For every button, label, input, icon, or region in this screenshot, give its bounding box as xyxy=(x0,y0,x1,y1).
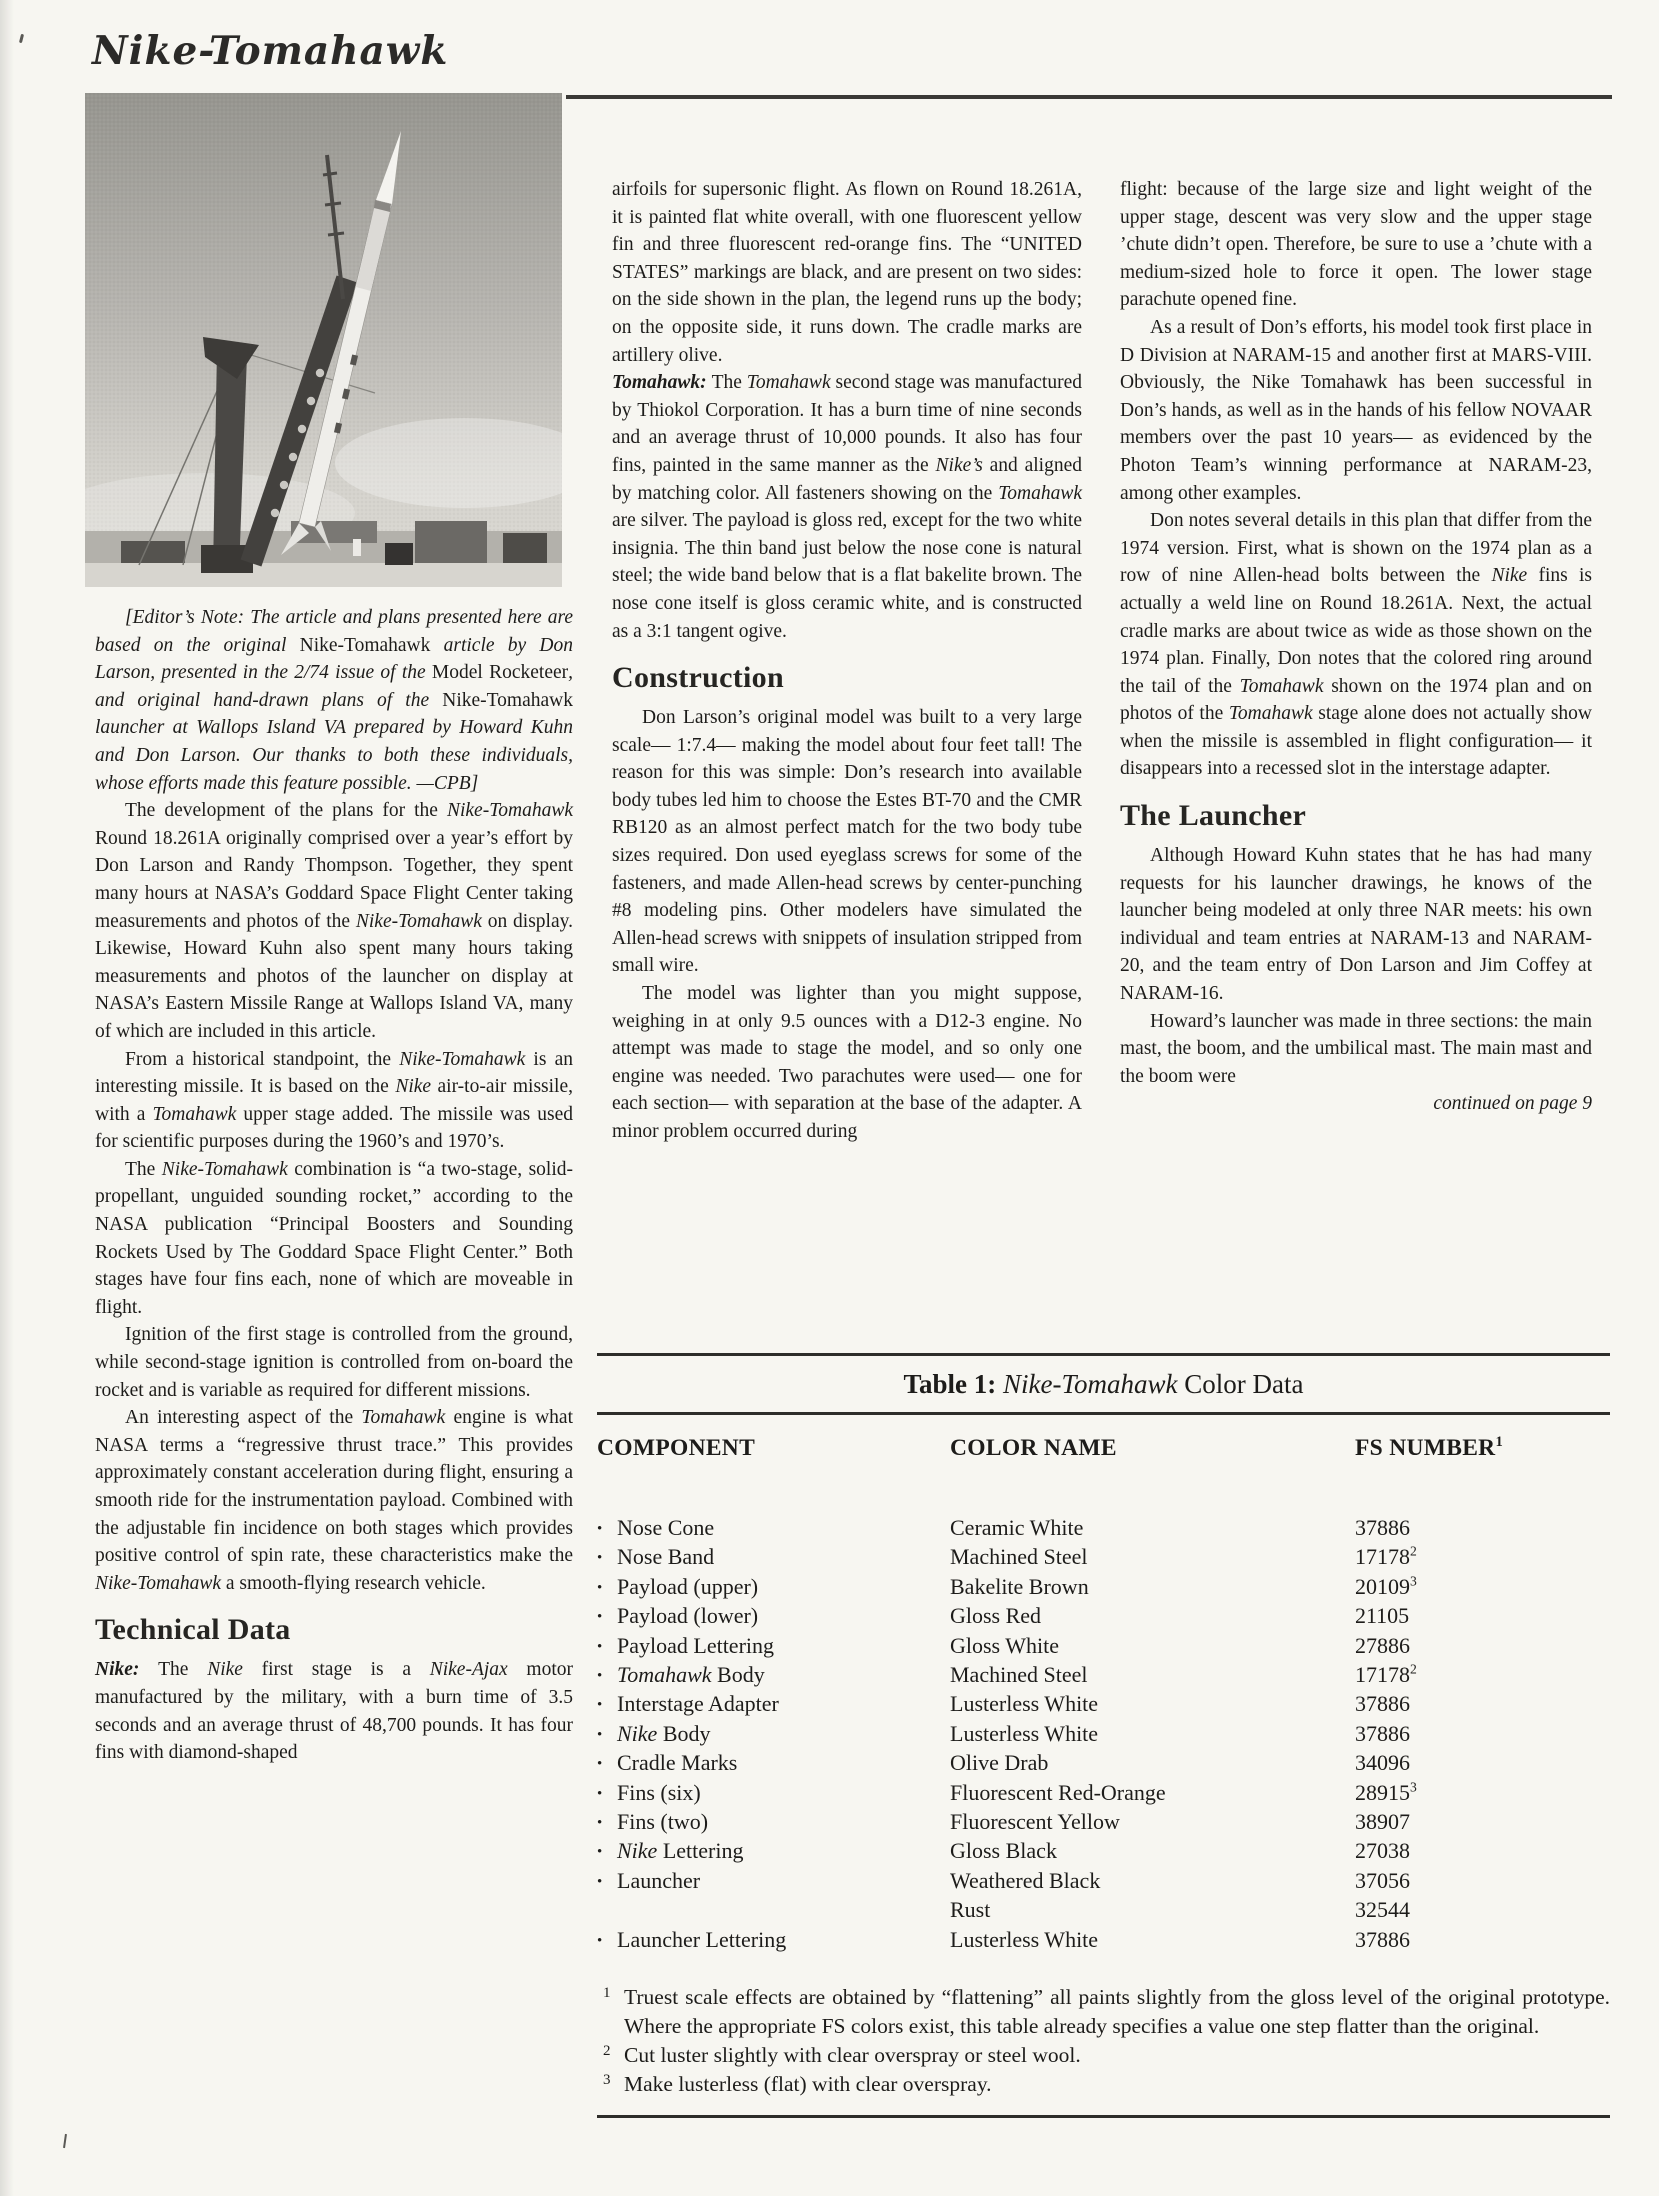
cell-color-name: Machined Steel xyxy=(950,1662,1088,1688)
text-run: Tomahawk: xyxy=(612,372,712,394)
cell-fs-number: 17178$^2$ xyxy=(1355,1661,1417,1688)
text-run: on display. Likewise, Howard Kuhn also spent many hours taking measurements and photos of the launcher on display at NASA’s Eastern Missile Range at Wallops Island VA, many of which are included in this article. xyxy=(95,910,573,1042)
table-row xyxy=(597,1808,1610,1837)
text-run: Nike: xyxy=(95,1659,159,1681)
paragraph xyxy=(612,369,1082,645)
text-run: Tomahawk xyxy=(152,1103,237,1125)
footnote-ref: 1 xyxy=(1495,1434,1504,1451)
text-run: Nike-Tomahawk xyxy=(355,910,482,932)
cell-color-name: Fluorescent Red-Orange xyxy=(950,1779,1166,1805)
cell-fs-number: 37886 xyxy=(1355,1926,1410,1952)
text-run: Don Larson’s original model was built to a very large scale— 1:7.4— making the model about four feet tall! The reason for this was simple: Don’s research into available body tubes led him to choose the Estes BT-70 and the CMR RB120 as an almost perfect match for the two body tube sizes required. Don used eyeglass screws for some of the fasteners, and made Allen-head screws by center-punching #8 modeling pins. Other modelers have simulated the Allen-head screws with snippets of insulation stripped from small wire. xyxy=(612,707,1082,977)
text-run: fins is actually a weld line on Round 18.261A. Next, the actual cradle marks are about twice as wide as those shown on the 1974 plan. Finally, Don notes that the colored ring around the tail of the xyxy=(1120,565,1593,697)
cell-fs-number: 27886 xyxy=(1355,1632,1410,1658)
paragraph xyxy=(95,1404,573,1597)
text-run: Tomahawk xyxy=(998,482,1082,504)
cell-component xyxy=(597,1632,950,1661)
cell-color-name: Lusterless White xyxy=(950,1926,1099,1952)
text-run: Nike-Tomahawk xyxy=(95,1572,222,1594)
text-run: Nike-Tomahawk xyxy=(299,634,431,656)
section-heading: The Launcher xyxy=(1120,799,1307,833)
text-run: Body xyxy=(657,1720,711,1746)
cell-fs-number: 37886 xyxy=(1355,1720,1410,1746)
paragraph xyxy=(612,980,1082,1146)
bullet-icon: • xyxy=(597,1756,603,1773)
text-run: stage alone does not actually show when the missile is assembled in flight configuration— it disappears into a recessed slot in the interstage adapter. xyxy=(1120,703,1592,780)
cell-component xyxy=(597,1808,950,1837)
text-run: Table 1: xyxy=(903,1369,1004,1399)
table-header-color: COLOR NAME xyxy=(950,1435,1117,1461)
text-run: Round 18.261A originally comprised over a year’s effort by Don Larson and Randy Thompson. Together, they spent many hours at NASA’s Goddard Space Flight Center taking measurements and photos of the xyxy=(95,827,573,932)
table-footnote xyxy=(597,2070,1610,2099)
text-run: Ignition of the first stage is controlled from the ground, while second-stage ignition is controlled from on-board the rocket and is variable as required for different missions. xyxy=(95,1324,573,1401)
cell-fs-number: 20109$^3$ xyxy=(1355,1573,1417,1599)
cell-fs-number: 21105 xyxy=(1355,1603,1410,1629)
table-header-fs: FS NUMBER$^1$ xyxy=(1355,1434,1504,1461)
header-rule xyxy=(566,95,1612,99)
paragraph xyxy=(612,704,1082,980)
cell-fs-number: 34096 xyxy=(1355,1750,1410,1776)
text-run: Payload (lower) xyxy=(617,1603,759,1629)
text-run: Tomahawk xyxy=(1228,703,1313,725)
cell-fs-number: 32544 xyxy=(1355,1897,1410,1923)
footnote-number: 2 xyxy=(603,2043,611,2060)
table-row xyxy=(597,1896,1610,1925)
paragraph xyxy=(1120,314,1592,507)
text-run: Fins (six) xyxy=(617,1779,701,1805)
text-run: Payload Lettering xyxy=(617,1632,775,1658)
text-run: Nike-Tomahawk xyxy=(442,689,573,711)
text-run: Interstage Adapter xyxy=(617,1691,779,1717)
cell-component xyxy=(597,1543,950,1572)
section-heading: Technical Data xyxy=(95,1613,291,1647)
cell-component xyxy=(597,1926,950,1955)
cell-component xyxy=(597,1690,950,1719)
table-footnotes xyxy=(597,1983,1610,2099)
cell-component xyxy=(597,1867,950,1896)
cell-fs-number: 37056 xyxy=(1355,1867,1410,1893)
text-run: Although Howard Kuhn states that he has had many requests for his launcher drawings, he knows of the launcher being modeled at only three NAR meets: his own individual and team entries at NARAM-13 and NARAM-20, and the team entry of Don Larson and Jim Coffey at NARAM-16. xyxy=(1120,845,1592,1005)
table-bottom-rule xyxy=(597,2115,1610,2118)
text-run: Fins (two) xyxy=(617,1809,709,1835)
cell-color-name: Rust xyxy=(950,1897,991,1923)
bullet-icon: • xyxy=(597,1638,603,1655)
table-row xyxy=(597,1632,1610,1661)
paragraph xyxy=(95,797,573,1045)
text-run: article by Don Larson, presented in the 2/74 issue of the xyxy=(95,634,573,684)
table-row xyxy=(597,1720,1610,1749)
text-run: second stage was manufactured by Thiokol Corporation. It has a burn time of nine seconds and an average thrust of 10,000 pounds. It also has four fins, painted in the same manner as the xyxy=(612,372,1082,476)
bullet-icon: • xyxy=(597,1932,603,1949)
paragraph xyxy=(1120,507,1592,783)
text-run: The development of the plans for the xyxy=(125,800,447,822)
paragraph xyxy=(1120,176,1592,314)
launcher-photo-illustration xyxy=(85,93,562,587)
footnote-number: 3 xyxy=(603,2072,611,2089)
cell-component xyxy=(597,1602,950,1631)
table-row xyxy=(597,1749,1610,1778)
column-right xyxy=(1120,176,1592,1115)
table-row xyxy=(597,1543,1610,1572)
bullet-icon: • xyxy=(597,1844,603,1861)
text-run: airfoils for supersonic flight. As flown on Round 18.261A, it is painted flat white overall, with one fluorescent yellow fin and three fluorescent red-orange fins. The “UNITED STATES” markings are black, and are present on two sides: on the side shown in the plan, the legend runs up the body; on the opposite side, it runs down. The cradle marks are artillery olive. xyxy=(612,179,1082,366)
table-footnote xyxy=(597,1983,1610,2041)
text-run: Nike xyxy=(207,1659,243,1681)
text-run: Nike’s xyxy=(935,454,983,476)
text-run: Model Rocketeer xyxy=(431,662,569,684)
table-row xyxy=(597,1514,1610,1543)
text-run: are silver. The payload is gloss red, except for the two white insignia. The thin band just below the nose cone is natural steel; the wide band below that is a flat bakelite brown. The nose cone itself is gloss ceramic white, and is constructed as a 3:1 tangent ogive. xyxy=(612,510,1082,642)
launcher-photo xyxy=(85,93,562,587)
paragraph xyxy=(1120,842,1592,1008)
cell-component xyxy=(597,1896,950,1925)
text-run: Nike xyxy=(1491,565,1528,587)
cell-color-name: Fluorescent Yellow xyxy=(950,1809,1120,1835)
cell-component xyxy=(597,1720,950,1749)
text-run: From a historical standpoint, the xyxy=(125,1048,400,1070)
text-run: Nike xyxy=(617,1838,658,1864)
table-row xyxy=(597,1926,1610,1955)
text-run: Nike-Tomahawk xyxy=(1003,1369,1178,1399)
text-run: Tomahawk xyxy=(1239,675,1324,697)
text-run: Nike xyxy=(395,1076,432,1098)
table-top-rule xyxy=(597,1353,1610,1356)
paragraph xyxy=(95,1046,573,1156)
table-title-rule xyxy=(597,1412,1610,1415)
cell-component xyxy=(597,1779,950,1808)
table-title xyxy=(597,1369,1610,1400)
cell-fs-number: 37886 xyxy=(1355,1691,1410,1717)
text-run: Tomahawk xyxy=(617,1662,712,1688)
table-row xyxy=(597,1690,1610,1719)
table-body xyxy=(597,1514,1610,1955)
cell-color-name: Ceramic White xyxy=(950,1515,1084,1540)
bullet-icon: • xyxy=(597,1609,603,1626)
paragraph xyxy=(1120,1008,1592,1091)
cell-component xyxy=(597,1514,950,1543)
table-row xyxy=(597,1837,1610,1866)
table-row xyxy=(597,1602,1610,1631)
text-run: Cradle Marks xyxy=(617,1750,738,1776)
text-run: Nose Cone xyxy=(617,1515,715,1540)
cell-fs-number: 37886 xyxy=(1355,1515,1410,1540)
text-run: Nose Band xyxy=(617,1544,715,1570)
text-run: first stage is a xyxy=(242,1659,430,1681)
text-run: is an interesting missile. It is based on the xyxy=(95,1048,573,1098)
table-row xyxy=(597,1573,1610,1602)
scan-artifact xyxy=(19,34,24,43)
bullet-icon: • xyxy=(597,1550,603,1567)
cell-color-name: Lusterless White xyxy=(950,1720,1099,1746)
text-run: Body xyxy=(711,1662,765,1688)
text-run: Nike-Tomahawk xyxy=(446,800,573,822)
text-run: An interesting aspect of the xyxy=(125,1407,362,1429)
text-run: motor manufactured by the military, with a burn time of 3.5 seconds and an average thrust of 48,700 pounds. It has four fins with diamond-shaped xyxy=(95,1659,573,1764)
text-run: upper stage added. The missile was used for scientific purposes during the 1960’s and 1970’s. xyxy=(95,1103,574,1153)
footnote-text: Make lusterless (flat) with clear overspray. xyxy=(624,2072,992,2097)
text-run: Nike-Tomahawk xyxy=(399,1048,526,1070)
footnote-ref: 2 xyxy=(1410,1544,1417,1560)
cell-component xyxy=(597,1661,950,1690)
cell-color-name: Gloss White xyxy=(950,1632,1059,1658)
text-run: a smooth-flying research vehicle. xyxy=(221,1572,486,1594)
bullet-icon: • xyxy=(597,1521,603,1537)
footnote-text: Cut luster slightly with clear overspray or steel wool. xyxy=(624,2043,1081,2068)
cell-color-name: Machined Steel xyxy=(950,1544,1088,1570)
paragraph xyxy=(612,176,1082,369)
bullet-icon: • xyxy=(597,1873,603,1890)
table-header-row xyxy=(597,1435,1610,1462)
text-run: Howard’s launcher was made in three sections: the main mast, the boom, and the umbilical mast. The main mast and the boom were xyxy=(1120,1010,1592,1087)
text-run: and aligned by matching color. All fasteners showing on the xyxy=(612,454,1082,504)
text-run: The model was lighter than you might suppose, weighing in at only 9.5 ounces with a D12-3 engine. No attempt was made to stage the model, and so only one engine was needed. Two parachutes were used— one for each section— with separation at the base of the adapter. A minor problem occurred during xyxy=(612,983,1082,1142)
text-run: shown on the 1974 plan and on photos of the xyxy=(1120,675,1592,725)
cell-color-name: Gloss Black xyxy=(950,1838,1057,1864)
page-title: Nike-Tomahawk xyxy=(92,28,449,74)
bullet-icon: • xyxy=(597,1668,603,1685)
bullet-icon: • xyxy=(597,1785,603,1802)
cell-color-name: Weathered Black xyxy=(950,1867,1101,1893)
text-run: launcher at Wallops Island VA prepared by Howard Kuhn and Don Larson. Our thanks to both these individuals, whose efforts made this feature possible. —CPB] xyxy=(95,717,573,794)
text-run: air-to-air missile, with a xyxy=(95,1076,573,1125)
text-run: [Editor’s Note: The article and plans presented here are based on the original xyxy=(95,607,573,656)
bullet-icon: • xyxy=(597,1579,603,1596)
cell-color-name: Lusterless White xyxy=(950,1691,1099,1717)
text-run: flight: because of the large size and light weight of the upper stage, descent was very slow and the upper stage ’chute didn’t open. Therefore, be sure to use a ’chute with a medium-sized hole to force it open. The lower stage parachute opened fine. xyxy=(1120,179,1592,311)
cell-component xyxy=(597,1573,950,1602)
footnote-ref: 3 xyxy=(1410,1779,1417,1795)
cell-fs-number: 38907 xyxy=(1355,1809,1410,1835)
table-row xyxy=(597,1779,1610,1808)
bullet-icon: • xyxy=(597,1815,603,1832)
cell-fs-number: 28915$^3$ xyxy=(1355,1779,1417,1805)
text-run: The xyxy=(711,372,747,394)
footnote-ref: 3 xyxy=(1410,1573,1417,1589)
text-run: As a result of Don’s efforts, his model took first place in D Division at NARAM-15 and another first at MARS-VIII. Obviously, the Nike Tomahawk has been successful in Don’s hands, as well as in the hands of his fellow NOVAAR members over the past 10 years— as evidenced by the Photon Team’s winning performance at NARAM-23, among other examples. xyxy=(1120,316,1592,504)
table-footnote xyxy=(597,2041,1610,2070)
text-run: Nike-Ajax xyxy=(429,1659,508,1681)
text-run: combination is “a two-stage, solid-propellant, unguided sounding rocket,” according to the NASA publication “Principal Boosters and Sounding Rockets Used by The Goddard Space Flight Center.” Both stages have four fins each, none of which are moveable in flight. xyxy=(95,1158,573,1318)
text-run: Tomahawk xyxy=(361,1407,446,1429)
text-run: Nike xyxy=(617,1720,658,1746)
footnote-ref: 2 xyxy=(1410,1661,1417,1677)
cell-color-name: Gloss Red xyxy=(950,1603,1042,1629)
footnote-text: Truest scale effects are obtained by “flattening” all paints slightly from the gloss level of the original prototype. Where the appropriate FS colors exist, this table already specifies a value one step flatter than the original. xyxy=(624,1985,1610,2039)
table-row xyxy=(597,1661,1610,1690)
text-run: Nike-Tomahawk xyxy=(161,1158,288,1180)
bullet-icon: • xyxy=(597,1697,603,1714)
paragraph xyxy=(95,1656,573,1766)
continued-note: continued on page 9 xyxy=(1433,1093,1592,1115)
cell-color-name: Olive Drab xyxy=(950,1750,1049,1776)
bullet-icon: • xyxy=(597,1726,603,1743)
cell-color-name: Bakelite Brown xyxy=(950,1573,1089,1599)
column-right-flow xyxy=(1120,176,1592,1090)
scan-artifact xyxy=(63,2134,67,2148)
text-run: Don notes several details in this plan that differ from the 1974 version. First, what is shown on the 1974 plan as a row of nine Allen-head bolts between the xyxy=(1120,510,1592,587)
text-run: The xyxy=(125,1158,162,1180)
cell-fs-number: 27038 xyxy=(1355,1838,1410,1864)
color-data-table xyxy=(597,1353,1610,2118)
section-heading: Construction xyxy=(612,661,784,695)
text-run: Lettering xyxy=(657,1838,744,1864)
column-left xyxy=(95,604,573,1767)
text-run: Tomahawk xyxy=(746,372,831,394)
text-run: , and original hand-drawn plans of the xyxy=(95,662,573,711)
text-run: Launcher Lettering xyxy=(617,1926,787,1952)
table-row xyxy=(597,1867,1610,1896)
paragraph xyxy=(95,1321,573,1404)
text-run: The xyxy=(158,1659,208,1681)
footnote-number: 1 xyxy=(603,1985,611,2002)
cell-component xyxy=(597,1749,950,1778)
text-run: engine is what NASA terms a “regressive thrust trace.” This provides approximately constant acceleration during flight, ensuring a smooth ride for the instrumentation payload. Combined with the adjustable fin incidence on both stages which provides positive control of spin rate, these characteristics make the xyxy=(95,1407,574,1567)
column-middle xyxy=(612,176,1082,1146)
text-run: Payload (upper) xyxy=(617,1573,759,1599)
paragraph xyxy=(95,604,573,797)
text-run: Color Data xyxy=(1177,1369,1304,1399)
text-run: Launcher xyxy=(617,1867,701,1893)
cell-fs-number: 17178$^2$ xyxy=(1355,1544,1417,1570)
paragraph xyxy=(95,1156,573,1322)
table-header-component: COMPONENT xyxy=(597,1435,756,1461)
cell-component xyxy=(597,1837,950,1866)
